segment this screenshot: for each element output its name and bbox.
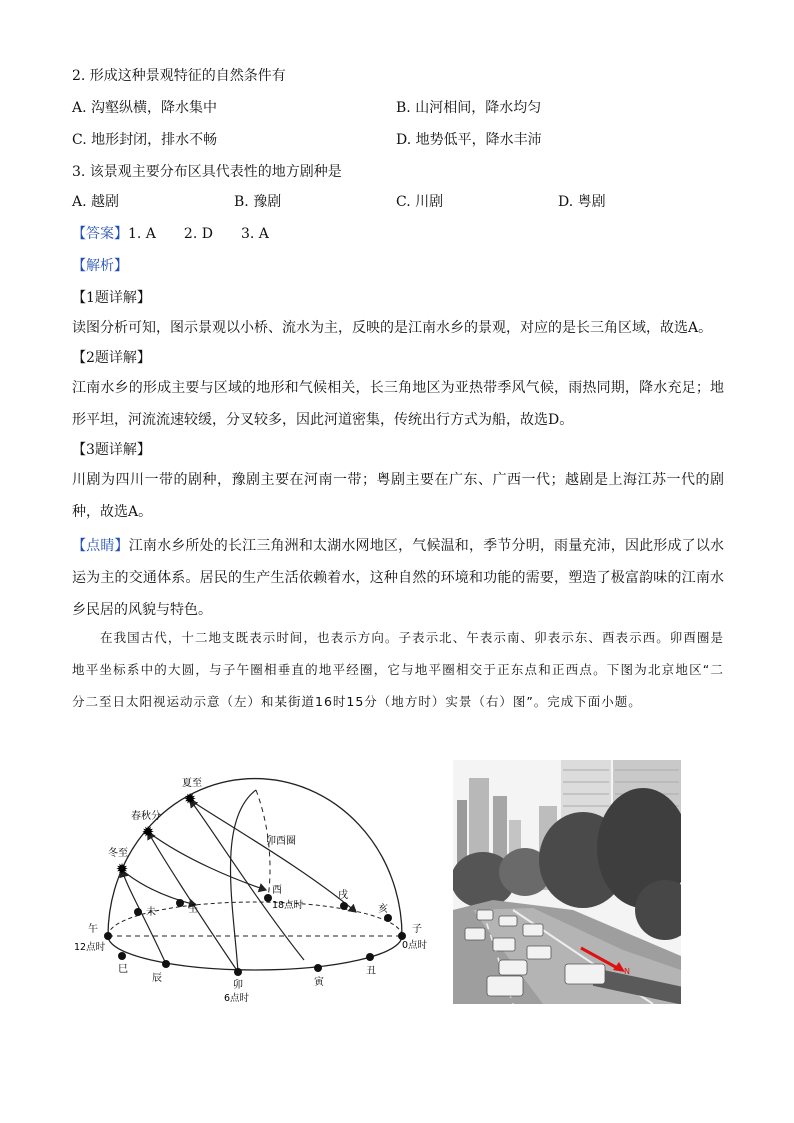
label-xu: 戌 — [338, 890, 348, 901]
answer-text: 1. A 2. D 3. A — [128, 226, 269, 242]
label-chunqiufen: 春秋分 — [131, 811, 161, 822]
sun-icon-summer: ✹ — [183, 790, 197, 808]
sun-icon-equinox: ✹ — [141, 823, 155, 841]
q2-option-b: B. 山河相间，降水均匀 — [396, 100, 542, 116]
sun-icon-winter: ✹ — [115, 860, 129, 878]
label-chen: 辰 — [152, 973, 162, 984]
q2-option-d: D. 地势低平，降水丰沛 — [396, 132, 542, 148]
winter-solstice-path — [122, 870, 166, 964]
detail3-label: 【3题详解】 — [72, 442, 151, 458]
label-wu-time: 12点时 — [74, 942, 106, 953]
label-wu: 午 — [88, 924, 98, 935]
label-dongzhi: 冬至 — [108, 848, 128, 859]
q3-option-d: D. 粤剧 — [558, 194, 606, 210]
point-xu — [340, 902, 348, 910]
point-you — [264, 894, 272, 902]
q2-option-a: A. 沟壑纵横，降水集中 — [72, 100, 218, 116]
label-hai: 亥 — [378, 904, 388, 915]
point-ren — [176, 899, 184, 907]
label-chou: 丑 — [366, 966, 376, 977]
q2-option-c: C. 地形封闭，排水不畅 — [72, 132, 218, 148]
label-xiazhi: 夏至 — [182, 778, 202, 789]
detail2-text: 江南水乡的形成主要与区域的地形和气候相关，长三角地区为亚热带季风气候，雨热同期，降水充足；地形平坦，河流流速较缓，分叉较多，因此河道密集，传统出行方式为船，故选D。 — [72, 380, 724, 428]
q3-stem: 3. 该景观主要分布区具代表性的地方剧种是 — [72, 164, 342, 180]
prime-vertical-front — [231, 790, 257, 972]
point-wei — [134, 908, 142, 916]
intro-paragraph: 在我国古代，十二地支既表示时间，也表示方向。子表示北、午表示南、卯表示东、酉表示西。卯酉圈是地平坐标系中的大圆，与子午圈相垂直的地平经圈，它与地平圈相交于正东点和正西点。下图为北京地区“二分二至日太阳视运动示意（左）和某街道16时15分（地方时）实景（右）图”。完成下面小题。 — [72, 630, 724, 709]
sun-path-diagram — [66, 760, 428, 1010]
tip-text: 江南水乡所处的长江三角洲和太湖水网地区，气候温和，季节分明，雨量充沛，因此形成了以水运为主的交通体系。居民的生产生活依赖着水，这种自然的环境和功能的需要，塑造了极富韵味的江南水乡民居的风貌与特色。 — [72, 538, 725, 618]
detail1-text: 读图分析可知，图示景观以小桥、流水为主，反映的是江南水乡的景观，对应的是长三角区域，故选A。 — [72, 320, 713, 336]
tip-label: 【点睛】 — [72, 538, 129, 554]
label-wei: 未 — [146, 907, 156, 918]
point-zi — [398, 932, 406, 940]
point-mao — [234, 968, 242, 976]
detail2-label: 【2题详解】 — [72, 350, 151, 366]
detail1-label: 【1题详解】 — [72, 290, 151, 306]
tip-paragraph — [72, 530, 724, 626]
winter-solstice-descent — [122, 870, 196, 905]
label-mao-time: 6点时 — [224, 993, 250, 1004]
label-you: 酉 — [272, 885, 282, 896]
label-maoyouquan: 卯酉圈 — [266, 836, 296, 847]
q3-option-b: B. 豫剧 — [234, 194, 282, 210]
q2-stem: 2. 形成这种景观特征的自然条件有 — [72, 68, 286, 84]
label-zi-time: 0点时 — [402, 940, 428, 951]
answer-label: 【答案】 — [72, 226, 128, 242]
horizon-front — [108, 936, 402, 970]
label-si: 巳 — [118, 964, 128, 975]
analysis-label: 【解析】 — [72, 258, 128, 274]
label-yin: 寅 — [314, 977, 324, 988]
point-chou — [366, 953, 374, 961]
arrow-marker: N — [624, 967, 630, 976]
detail3-text: 川剧为四川一带的剧种，豫剧主要在河南一带；粤剧主要在广东、广西一代；越剧是上海江苏一代的剧种，故选A。 — [72, 472, 724, 520]
label-ren: 壬 — [188, 904, 198, 915]
point-wu — [104, 932, 112, 940]
point-si — [118, 952, 126, 960]
equinox-path — [148, 832, 238, 972]
label-mao: 卯 — [233, 980, 243, 991]
answer-line — [72, 224, 269, 244]
label-you-time: 18点时 — [272, 900, 304, 911]
point-hai — [384, 914, 392, 922]
point-chen — [162, 960, 170, 968]
q3-option-c: C. 川剧 — [396, 194, 444, 210]
label-zi: 子 — [412, 924, 422, 935]
point-yin — [314, 964, 322, 972]
q3-option-a: A. 越剧 — [72, 194, 120, 210]
street-photo — [453, 760, 681, 1004]
